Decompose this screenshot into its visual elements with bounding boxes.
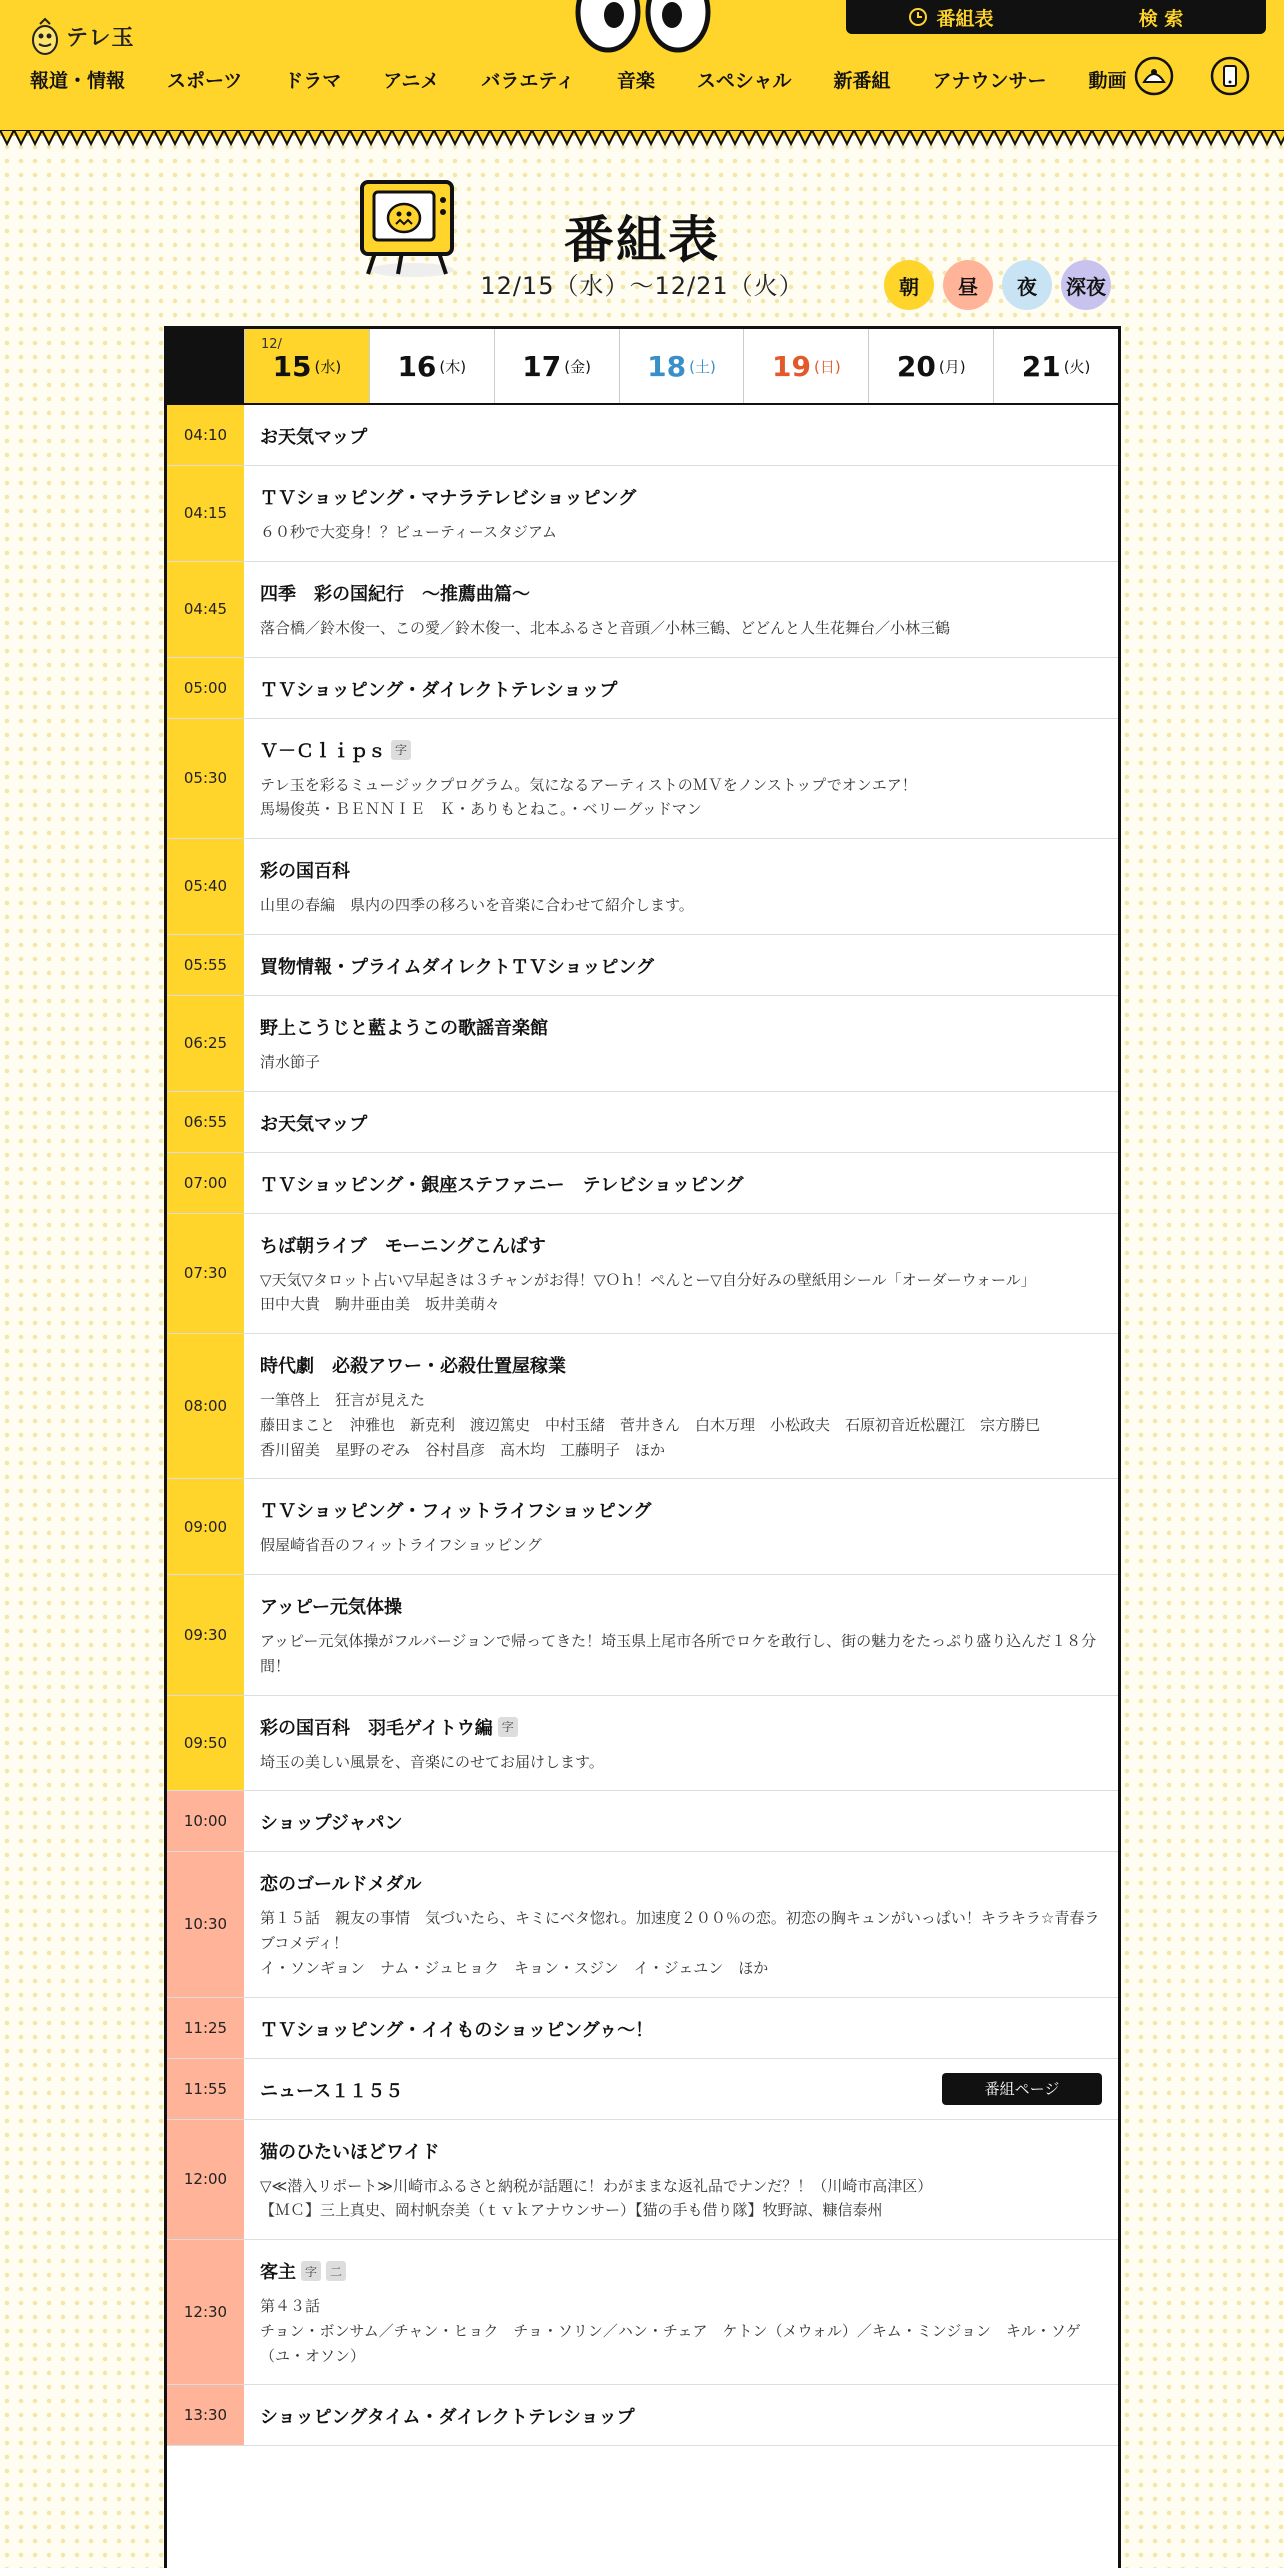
program-row — [167, 562, 1118, 658]
program-time: 07:00 — [167, 1153, 244, 1213]
program-title: 客主 — [260, 2262, 296, 2283]
program-schedule — [164, 326, 1121, 2568]
program-entry[interactable] — [244, 1852, 1118, 1996]
tod-late-night-button[interactable]: 深夜 — [1061, 260, 1111, 310]
program-entry[interactable] — [244, 1334, 1118, 1478]
date-tab-17[interactable] — [494, 329, 619, 403]
program-description-line: 落合橋／鈴木俊一、この愛／鈴木俊一、北本ふるさと音頭／小林三鶴、どどんと人生花舞台／小林三鶴 — [260, 618, 951, 637]
program-description-line: 假屋崎省吾のフィットライフショッピング — [260, 1536, 542, 1555]
caption-badge: 字 — [301, 2261, 321, 2281]
program-description — [260, 773, 1102, 823]
program-description-line: 清水節子 — [260, 1052, 321, 1071]
nav-music[interactable]: 音楽 — [616, 69, 655, 92]
program-time: 09:00 — [167, 1479, 244, 1574]
date-month: 12/ — [261, 337, 282, 352]
program-row — [167, 839, 1118, 935]
tod-daytime-button[interactable]: 昼 — [943, 260, 993, 310]
program-description-line: ▽天気▽タロット占い▽早起きは３チャンがお得！▽Ｏｈ！ぺんとー▽自分好みの壁紙用シール「オーダーウォール」 — [260, 1270, 1036, 1289]
program-table-label: 番組表 — [936, 7, 994, 30]
program-title-line — [260, 484, 1102, 510]
program-description-line: チョン・ボンサム／チャン・ヒョク チョ・ソリン／ハン・チェア ケトン（メウォル）／キム・ミンジョン キル・ソゲ（ユ・オソン） — [260, 2321, 1081, 2365]
program-title: ＴＶショッピング・ダイレクトテレショップ — [260, 679, 618, 701]
program-description-line: 香川留美 星野のぞみ 谷村昌彦 高木均 工藤明子 ほか — [260, 1440, 666, 1459]
program-title: ショッピングタイム・ダイレクトテレショップ — [260, 2407, 635, 2429]
date-weekday: (火) — [1063, 357, 1091, 376]
program-title-line — [260, 580, 1102, 606]
clock-icon — [908, 7, 928, 27]
program-title-line — [260, 1352, 1102, 1378]
program-title: 四季 彩の国紀行 ～推薦曲篇～ — [260, 583, 530, 605]
tetama-park-icon[interactable] — [1210, 52, 1250, 98]
program-time: 12:30 — [167, 2240, 244, 2384]
program-row — [167, 719, 1118, 840]
program-title-line — [260, 2258, 1102, 2284]
nav-announcers[interactable]: アナウンサー — [932, 69, 1047, 92]
program-row — [167, 1852, 1118, 1997]
date-tab-20[interactable] — [868, 329, 993, 403]
program-time: 13:30 — [167, 2385, 244, 2445]
program-title: 彩の国百科 — [260, 861, 350, 882]
program-time: 10:00 — [167, 1791, 244, 1851]
program-row — [167, 1479, 1118, 1575]
program-description-line: 第４３話 — [260, 2297, 321, 2315]
program-title: ＴＶショッピング・フィットライフショッピング — [260, 1501, 652, 1523]
program-entry[interactable] — [244, 1575, 1118, 1695]
nav-new-programs[interactable]: 新番組 — [833, 69, 891, 92]
program-description — [260, 2294, 1102, 2368]
program-description-line: イ・ソンギョン ナム・ジュヒョク キョン・スジン イ・ジェユン ほか — [260, 1958, 769, 1977]
program-entry[interactable] — [244, 935, 1118, 995]
program-time: 11:55 — [167, 2059, 244, 2119]
program-title: お天気マップ — [260, 1113, 368, 1135]
header-zigzag-edge — [0, 130, 1284, 150]
main-nav — [30, 64, 1169, 94]
date-range: 12/15（水）〜12/21（火） — [480, 272, 804, 300]
program-list — [167, 405, 1118, 2446]
program-entry[interactable] — [244, 1791, 1118, 1851]
program-title: 猫のひたいほどワイド — [260, 2141, 440, 2163]
program-title-line — [260, 2403, 1102, 2429]
date-tab-21[interactable] — [993, 329, 1118, 403]
program-description-line: ▽≪潜入リポート≫川崎市ふるさと納税が話題に！わがままな返礼品でナンだ？！（川崎市高津区） — [260, 2176, 933, 2195]
program-description-line: 藤田まこと 沖雅也 新克利 渡辺篤史 中村玉緒 菅井きん 白木万理 小松政夫 石原初音近松麗江 宗方勝巳 — [260, 1415, 1041, 1434]
program-entry[interactable] — [244, 405, 1118, 465]
program-entry[interactable] — [244, 658, 1118, 718]
program-title-line — [260, 1014, 1102, 1040]
program-entry[interactable] — [244, 839, 1118, 934]
program-title: ＴＶショッピング・マナラテレビショッピング — [260, 488, 637, 509]
program-title: ニュース１１５５ — [260, 2080, 404, 2102]
program-title-line — [260, 2138, 1102, 2164]
date-tab-19[interactable] — [743, 329, 868, 403]
program-time: 05:00 — [167, 658, 244, 718]
program-description-line: 田中大貴 駒井亜由美 坂井美萌々 — [260, 1295, 501, 1314]
program-title: ＴＶショッピング・イイものショッピングゥ～！ — [260, 2019, 654, 2041]
site-header — [0, 0, 1284, 136]
program-entry[interactable] — [244, 2120, 1118, 2240]
program-description — [260, 893, 1102, 918]
program-description — [260, 1533, 1102, 1558]
program-description — [260, 2174, 1102, 2224]
nav-variety[interactable]: バラエティ — [481, 69, 575, 92]
caption-badge: 字 — [498, 1717, 518, 1737]
program-title-line — [260, 1232, 1102, 1258]
program-title: アッピー元気体操 — [260, 1597, 403, 1618]
date-weekday: (土) — [689, 357, 716, 376]
program-entry[interactable] — [244, 1153, 1118, 1213]
program-description — [260, 520, 1102, 545]
search-label: 検 索 — [1138, 7, 1184, 30]
program-entry[interactable] — [244, 996, 1118, 1091]
program-row — [167, 405, 1118, 466]
program-title-line — [260, 1593, 1102, 1619]
program-description-line: 第１５話 親友の事情 気づいたら、キミにベタ惚れ。加速度２００％の恋。初恋の胸キュンがいっぱい！キラキラ☆青春ラブコメディ！ — [260, 1909, 1100, 1952]
program-title-line — [260, 953, 1102, 979]
program-description — [260, 1906, 1102, 1980]
date-day: 16 — [397, 349, 437, 383]
program-title-line — [260, 2016, 1102, 2042]
nav-news[interactable]: 報道・情報 — [30, 69, 126, 92]
program-description — [260, 1388, 1102, 1462]
program-time: 09:30 — [167, 1575, 244, 1695]
program-description-line: 埼玉の美しい風景を、音楽にのせてお届けします。 — [260, 1752, 604, 1771]
tod-morning-button[interactable]: 朝 — [884, 260, 934, 310]
search-link[interactable] — [1056, 4, 1266, 31]
date-weekday: (金) — [564, 357, 591, 376]
program-row — [167, 1092, 1118, 1153]
date-weekday: (月) — [938, 357, 966, 376]
mascot-eyes-icon — [568, 0, 718, 60]
program-description-line: アッピー元気体操がフルバージョンで帰ってきた！埼玉県上尾市各所でロケを敢行し、街の魅力をたっぷり盛り込んだ１８分間！ — [260, 1632, 1097, 1675]
program-title: 買物情報・プライムダイレクトＴＶショッピング — [260, 956, 655, 978]
program-description — [260, 1268, 1102, 1318]
program-entry[interactable] — [244, 1696, 1118, 1791]
program-entry[interactable] — [244, 1092, 1118, 1152]
program-row — [167, 1153, 1118, 1214]
nav-special[interactable]: スペシャル — [696, 69, 792, 92]
time-of-day-selector — [884, 260, 1111, 310]
date-day: 18 — [647, 349, 687, 383]
program-row — [167, 1791, 1118, 1852]
nav-videos[interactable]: 動画 — [1088, 69, 1127, 92]
date-day: 15 — [272, 349, 312, 383]
program-entry[interactable] — [244, 2059, 1118, 2119]
program-row — [167, 935, 1118, 996]
program-title-line — [260, 1110, 1102, 1136]
date-tab-16[interactable] — [369, 329, 494, 403]
program-row — [167, 1998, 1118, 2059]
program-title: ショップジャパン — [260, 1813, 403, 1835]
tetama-shop-icon[interactable] — [1134, 52, 1174, 98]
program-row — [167, 2120, 1118, 2241]
program-title: 時代劇 必殺アワー・必殺仕置屋稼業 — [260, 1356, 566, 1377]
program-time: 05:40 — [167, 839, 244, 934]
program-entry[interactable] — [244, 1998, 1118, 2058]
date-weekday: (水) — [314, 357, 342, 376]
program-row — [167, 996, 1118, 1092]
program-time: 06:55 — [167, 1092, 244, 1152]
program-row — [167, 2240, 1118, 2385]
program-row — [167, 2385, 1118, 2446]
program-row — [167, 1214, 1118, 1335]
tod-evening-button[interactable]: 夜 — [1002, 260, 1052, 310]
program-time: 10:30 — [167, 1852, 244, 1996]
date-day: 21 — [1021, 349, 1061, 383]
title-area — [0, 160, 1284, 320]
program-description — [260, 1629, 1102, 1679]
date-weekday: (木) — [439, 357, 467, 376]
page-title: 番組表 — [564, 211, 720, 269]
program-description-line: 【ＭＣ】三上真史、岡村帆奈美（ｔｖｋアナウンサー）【猫の手も借り隊】牧野諒、糠信泰州 — [260, 2201, 883, 2220]
program-table-link[interactable] — [846, 4, 1056, 31]
nav-sports[interactable]: スポーツ — [167, 69, 243, 92]
program-entry[interactable] — [244, 2240, 1118, 2384]
program-title-line — [260, 423, 1102, 449]
program-entry[interactable] — [244, 719, 1118, 839]
program-time: 11:25 — [167, 1998, 244, 2058]
nav-anime[interactable]: アニメ — [383, 69, 440, 92]
program-time: 06:25 — [167, 996, 244, 1091]
program-time: 07:30 — [167, 1214, 244, 1334]
program-description-line: ６０秒で大変身！？ビューティースタジアム — [260, 523, 558, 541]
program-title-line — [260, 1171, 1102, 1197]
program-row — [167, 1334, 1118, 1479]
program-entry[interactable] — [244, 1214, 1118, 1334]
program-title-line — [260, 737, 1102, 763]
program-description-line: テレ玉を彩るミュージックプログラム。気になるアーティストのＭＶをノンストップでオンエア！ — [260, 775, 917, 794]
nav-drama[interactable]: ドラマ — [284, 69, 342, 92]
date-weekday: (日) — [813, 357, 841, 376]
program-title-line — [260, 857, 1102, 883]
program-entry[interactable] — [244, 1479, 1118, 1574]
program-time: 04:15 — [167, 466, 244, 561]
program-entry[interactable] — [244, 466, 1118, 561]
program-row — [167, 1575, 1118, 1696]
program-entry[interactable] — [244, 2385, 1118, 2445]
program-title: ちば朝ライブ モーニングこんぱす — [260, 1235, 546, 1257]
program-title: 恋のゴールドメダル — [260, 1874, 422, 1896]
program-time: 04:45 — [167, 562, 244, 657]
date-day: 19 — [772, 349, 811, 383]
program-title: お天気マップ — [260, 427, 368, 448]
date-tab-18[interactable] — [619, 329, 744, 403]
program-entry[interactable] — [244, 562, 1118, 657]
program-title-line — [260, 1497, 1102, 1523]
caption-badge: 二 — [326, 2261, 346, 2281]
tetama-mascot-icon — [30, 16, 60, 56]
program-title: Ｖ－Ｃｌｉｐｓ — [260, 740, 386, 762]
program-title: ＴＶショッピング・銀座ステファニー テレビショッピング — [260, 1174, 744, 1196]
logo-text: テレ玉 — [66, 25, 135, 51]
program-row — [167, 2059, 1118, 2120]
program-description — [260, 1750, 1102, 1775]
program-time: 05:55 — [167, 935, 244, 995]
logo[interactable] — [30, 16, 135, 56]
program-row — [167, 466, 1118, 562]
program-page-button[interactable]: 番組ページ — [942, 2073, 1102, 2105]
program-time: 04:10 — [167, 405, 244, 465]
program-title: 彩の国百科 羽毛ゲイトウ編 — [260, 1717, 493, 1739]
program-title-line — [260, 1809, 1102, 1835]
program-title-line — [260, 676, 1102, 702]
program-description-line: 山里の春編 県内の四季の移ろいを音楽に合わせて紹介します。 — [260, 896, 694, 914]
program-title-line — [260, 1714, 1102, 1740]
caption-badge: 字 — [391, 740, 411, 760]
program-row — [167, 1696, 1118, 1792]
program-title: 野上こうじと藍ようこの歌謡音楽館 — [260, 1017, 548, 1039]
program-description — [260, 1050, 1102, 1075]
date-day: 17 — [522, 349, 562, 383]
top-utility-bar — [846, 0, 1266, 34]
date-corner — [167, 329, 244, 403]
program-time: 05:30 — [167, 719, 244, 839]
program-row — [167, 658, 1118, 719]
date-tab-15[interactable] — [244, 329, 369, 403]
date-tabs — [167, 329, 1118, 405]
program-description-line: 馬場俊英・ＢＥＮＮＩＥ Ｋ・ありもとねこ。・ベリーグッドマン — [260, 800, 702, 819]
program-time: 08:00 — [167, 1334, 244, 1478]
program-description-line: 一筆啓上 狂言が見えた — [260, 1391, 426, 1409]
program-time: 09:50 — [167, 1696, 244, 1791]
date-day: 20 — [896, 349, 936, 383]
program-description — [260, 616, 1102, 641]
program-time: 12:00 — [167, 2120, 244, 2240]
program-title-line — [260, 1870, 1102, 1896]
